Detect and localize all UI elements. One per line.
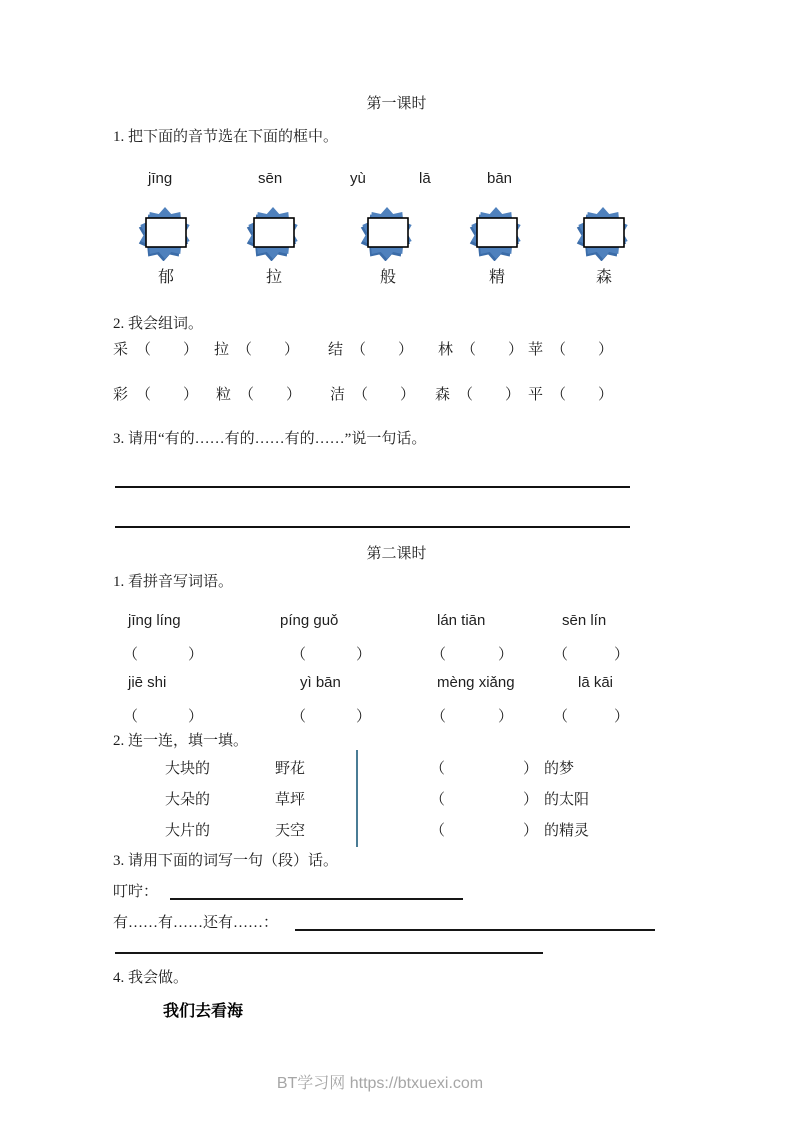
word-cell: 苹 （ ）: [528, 342, 614, 358]
character-label: 森: [595, 269, 612, 286]
syllable-label: sēn: [258, 170, 283, 187]
blank-parens: （ ）: [123, 709, 203, 725]
pinyin-word: sēn lín: [562, 612, 607, 629]
word-lead: 有……有……还有……：: [113, 915, 279, 931]
badge-write-box: [477, 218, 517, 247]
word-cell: 采 （ ）: [113, 342, 199, 358]
character-label: 郁: [157, 269, 174, 286]
answer-line: [170, 898, 463, 900]
match-middle-word: 天空: [275, 823, 306, 839]
answer-badge: [359, 207, 417, 287]
badge-write-box: [368, 218, 408, 247]
pinyin-word: píng guǒ: [280, 612, 339, 629]
syllable-label: bān: [487, 170, 513, 187]
pinyin-word: lā kāi: [578, 674, 614, 691]
answer-badge: [468, 207, 526, 287]
word-cell: 彩 （ ）: [113, 387, 199, 403]
l2-q2-prompt: 2. 连一连，填一填。: [113, 733, 249, 749]
l1-q1-prompt: 1. 把下面的音节选在下面的框中。: [113, 129, 339, 145]
blank-parens: （ ）: [123, 647, 203, 663]
match-right-blank: （ ） 的太阳: [430, 792, 590, 808]
answer-badge: [575, 207, 633, 287]
match-middle-word: 野花: [275, 761, 306, 777]
word-cell: 拉 （ ）: [214, 342, 300, 358]
blank-parens: （ ）: [553, 647, 629, 663]
footer-credit: BT学习网 https://btxuexi.com: [276, 1075, 484, 1092]
match-left-word: 大块的: [165, 761, 211, 777]
lesson2-title: 第二课时: [366, 546, 427, 562]
answer-line: [115, 526, 630, 528]
word-cell: 林 （ ）: [438, 342, 524, 358]
syllable-label: lā: [419, 170, 431, 187]
star-seal-icon: [468, 207, 526, 261]
pinyin-word: yì bān: [300, 674, 341, 691]
match-right-blank: （ ） 的梦: [430, 761, 575, 777]
blank-parens: （ ）: [291, 647, 371, 663]
blank-parens: （ ）: [431, 647, 513, 663]
reading-title: 我们去看海: [163, 1003, 244, 1020]
lesson1-title: 第一课时: [366, 96, 427, 112]
pinyin-word: jiē shi: [128, 674, 167, 691]
word-cell: 森 （ ）: [435, 387, 521, 403]
pinyin-word: jīng líng: [128, 612, 181, 629]
answer-line: [115, 486, 630, 488]
divider-line: [356, 750, 358, 847]
l2-q4-prompt: 4. 我会做。: [113, 970, 189, 986]
star-seal-icon: [575, 207, 633, 261]
l1-q3-prompt: 3. 请用“有的……有的……有的……”说一句话。: [113, 431, 427, 447]
answer-badge: [137, 207, 195, 287]
word-cell: 结 （ ）: [328, 342, 414, 358]
answer-badge: [245, 207, 303, 287]
star-seal-icon: [245, 207, 303, 261]
answer-line: [115, 952, 543, 954]
badge-write-box: [584, 218, 624, 247]
blank-parens: （ ）: [553, 709, 629, 725]
badge-write-box: [254, 218, 294, 247]
character-label: 拉: [265, 269, 282, 286]
match-right-blank: （ ） 的精灵: [430, 823, 590, 839]
blank-parens: （ ）: [431, 709, 513, 725]
word-cell: 粒 （ ）: [216, 387, 302, 403]
match-left-word: 大片的: [165, 823, 211, 839]
word-cell: 洁 （ ）: [330, 387, 416, 403]
l2-q3-prompt: 3. 请用下面的词写一句（段）话。: [113, 853, 339, 869]
character-label: 般: [379, 269, 396, 286]
word-lead: 叮咛：: [113, 884, 159, 900]
l1-q2-prompt: 2. 我会组词。: [113, 316, 204, 332]
l2-q1-prompt: 1. 看拼音写词语。: [113, 574, 234, 590]
character-label: 精: [488, 269, 505, 286]
answer-line: [295, 929, 655, 931]
badge-write-box: [146, 218, 186, 247]
word-cell: 平 （ ）: [528, 387, 614, 403]
syllable-label: yù: [350, 170, 366, 187]
star-seal-icon: [137, 207, 195, 261]
syllable-label: jīng: [148, 170, 173, 187]
star-seal-icon: [359, 207, 417, 261]
match-middle-word: 草坪: [275, 792, 306, 808]
pinyin-word: lán tiān: [437, 612, 486, 629]
pinyin-word: mèng xiǎng: [437, 674, 515, 691]
match-left-word: 大朵的: [165, 792, 211, 808]
blank-parens: （ ）: [291, 709, 371, 725]
